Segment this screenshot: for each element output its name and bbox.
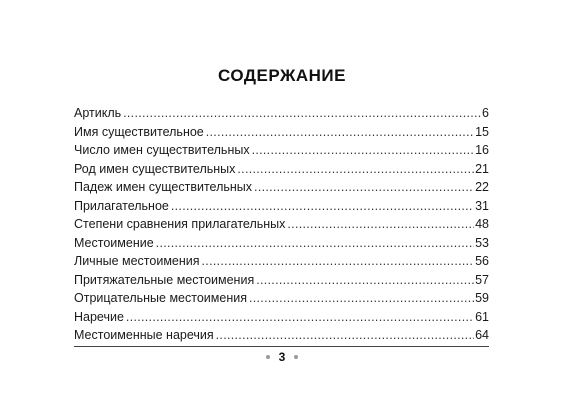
toc-entry	[74, 234, 489, 253]
toc-entry-page: 59	[475, 291, 489, 305]
bullet-dot-icon	[266, 355, 270, 359]
page-number: 3	[278, 350, 286, 364]
toc-entry	[74, 123, 489, 142]
toc-entry-title: Артикль	[74, 106, 122, 120]
toc-dot-leader	[156, 234, 474, 253]
toc-dot-leader	[126, 308, 474, 327]
toc-dot-leader	[252, 141, 475, 160]
toc-entry-title: Число имен существительных	[74, 143, 250, 157]
toc-dot-leader	[249, 289, 474, 308]
toc-dot-leader	[237, 160, 474, 179]
toc-entry	[74, 104, 489, 123]
toc-entry-page: 61	[475, 309, 489, 324]
toc-entry-title: Род имен существительных	[74, 161, 236, 176]
toc-entry-title: Отрицательные местоимения	[74, 291, 247, 305]
page-footer	[0, 350, 564, 364]
toc-entry	[74, 271, 489, 290]
toc-entry-page: 57	[475, 272, 489, 287]
toc-entry	[74, 326, 489, 345]
toc-entry	[74, 178, 489, 197]
toc-entry-title: Прилагательное	[74, 198, 169, 213]
toc-entry-page: 31	[475, 198, 489, 213]
divider-line	[74, 346, 489, 347]
table-of-contents	[74, 104, 489, 345]
toc-entry	[74, 141, 489, 160]
toc-entry-page: 21	[475, 161, 489, 176]
toc-entry-page: 53	[475, 235, 489, 250]
toc-dot-leader	[287, 215, 474, 234]
toc-entry	[74, 289, 489, 308]
toc-entry-page: 48	[475, 217, 489, 231]
toc-entry-title: Падеж имен существительных	[74, 180, 253, 194]
toc-entry-page: 15	[475, 124, 489, 139]
toc-entry	[74, 215, 489, 234]
toc-entry-title: Личные местоимения	[74, 254, 200, 268]
toc-entry-page: 64	[475, 328, 489, 342]
toc-dot-leader	[254, 178, 474, 197]
toc-entry	[74, 197, 489, 216]
toc-entry-page: 16	[475, 143, 489, 157]
toc-dot-leader	[206, 123, 474, 142]
toc-dot-leader	[123, 104, 481, 123]
toc-entry-title: Местоимение	[74, 235, 154, 250]
bullet-dot-icon	[294, 355, 298, 359]
toc-entry-page: 56	[475, 254, 489, 268]
toc-entry-title: Притяжательные местоимения	[74, 272, 255, 287]
toc-dot-leader	[216, 326, 474, 345]
toc-dot-leader	[171, 197, 474, 216]
toc-entry-page: 6	[482, 106, 489, 120]
toc-entry-title: Местоименные наречия	[74, 328, 214, 342]
toc-entry-title: Имя существительное	[74, 124, 204, 139]
toc-dot-leader	[202, 252, 475, 271]
toc-entry	[74, 252, 489, 271]
toc-entry-page: 22	[475, 180, 489, 194]
page-title: СОДЕРЖАНИЕ	[218, 66, 346, 85]
toc-entry-title: Наречие	[74, 309, 124, 324]
toc-entry	[74, 160, 489, 179]
toc-dot-leader	[256, 271, 474, 290]
toc-entry	[74, 308, 489, 327]
toc-entry-title: Степени сравнения прилагательных	[74, 217, 286, 231]
